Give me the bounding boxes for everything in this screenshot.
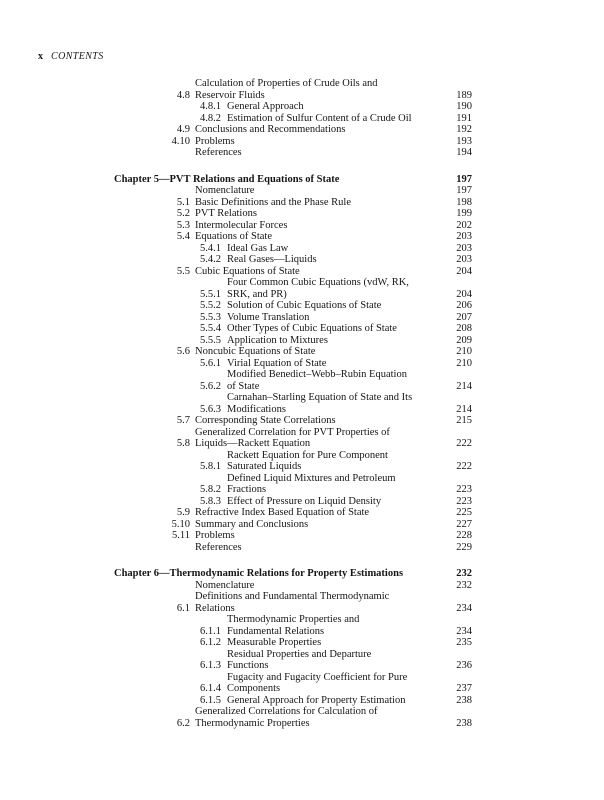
toc-entry: [0, 568, 472, 580]
toc-entry: [0, 649, 472, 672]
entry-title-line: Summary and Conclusions: [195, 518, 309, 530]
toc-entry: [0, 591, 472, 614]
chapter-4-continued: [0, 78, 472, 159]
entry-title: [227, 450, 448, 473]
toc-entry: [0, 312, 472, 324]
entry-title-line: Chapter 5—PVT Relations and Equations of State: [114, 173, 340, 185]
toc-entry: [0, 706, 472, 729]
toc-entry: [0, 323, 472, 335]
entry-title-line: Refractive Index Based Equation of State: [195, 507, 370, 518]
entry-title: [227, 323, 448, 335]
toc-entry: [0, 519, 472, 531]
entry-title-line: PVT Relations: [195, 208, 257, 219]
entry-title-line: Modifications: [227, 403, 286, 415]
entry-page-number: 214: [456, 380, 472, 392]
entry-number: 5.8.3: [200, 495, 221, 507]
entry-title-line: Fractions: [227, 484, 267, 495]
entry-title: [227, 649, 448, 672]
toc-entry: [0, 369, 472, 392]
entry-title-line: Solution of Cubic Equations of State: [227, 300, 382, 311]
entry-page-number: 203: [456, 231, 472, 242]
toc-entry: [0, 78, 472, 101]
entry-title-line: Nomenclature: [195, 185, 255, 196]
entry-number: 4.8.1: [200, 101, 221, 112]
entry-title: [195, 197, 448, 209]
entry-page-number: 237: [456, 683, 472, 694]
entry-title-line: Conclusions and Recommendations: [195, 124, 346, 135]
entry-title-line: Basic Definitions and the Phase Rule: [195, 196, 352, 208]
entry-number: 5.6.2: [200, 380, 221, 392]
entry-title-line: Definitions and Fundamental Thermodynamic: [195, 591, 390, 602]
entry-title: [227, 473, 448, 496]
entry-number: 5.6.1: [200, 357, 221, 369]
entry-page-number: 204: [456, 265, 472, 277]
toc-entry: [0, 450, 472, 473]
entry-title-line: Functions: [227, 660, 269, 671]
toc-entry: [0, 496, 472, 508]
toc-entry: [0, 507, 472, 519]
entry-title-line: Ideal Gas Law: [227, 242, 289, 254]
toc-entry: [0, 542, 472, 554]
entry-title: [195, 580, 448, 592]
entry-number: 5.5: [176, 265, 190, 277]
entry-title-line: Measurable Properties: [227, 637, 322, 648]
entry-title-line: Real Gases—Liquids: [227, 254, 317, 265]
entry-title-line: Equations of State: [195, 231, 272, 242]
entry-title-line: Virial Equation of State: [227, 357, 327, 369]
toc-entry: [0, 637, 472, 649]
entry-number: 5.9: [176, 507, 190, 518]
entry-title-line: Fugacity and Fugacity Coefficient for Pure: [227, 671, 408, 683]
toc-entry: [0, 243, 472, 255]
entry-title: [195, 706, 448, 729]
toc-entry: [0, 415, 472, 427]
entry-title: [195, 124, 448, 136]
chapter-6: [0, 568, 472, 729]
entry-page-number: 214: [456, 403, 472, 415]
entry-title-line: Generalized Correlations for Calculation of: [195, 706, 378, 717]
entry-title: [227, 369, 448, 392]
entry-title-line: References: [195, 541, 242, 553]
entry-title-line: Application to Mixtures: [227, 334, 328, 346]
entry-number: 5.8: [176, 438, 190, 449]
entry-title: [195, 147, 448, 159]
entry-number: 5.6: [176, 346, 190, 357]
entry-number: 5.1: [176, 196, 190, 208]
toc-entry: [0, 101, 472, 113]
entry-number: 5.4: [176, 231, 190, 242]
entry-page-number: 227: [456, 518, 472, 530]
entry-number: 5.5.2: [200, 300, 221, 311]
toc-entry: [0, 277, 472, 300]
entry-page-number: 235: [456, 637, 472, 648]
entry-title-line: Other Types of Cubic Equations of State: [227, 323, 397, 334]
entry-number: 5.8.2: [200, 484, 221, 495]
entry-page-number: 190: [456, 101, 472, 112]
entry-page-number: 204: [456, 288, 472, 300]
entry-page-number: 210: [456, 357, 472, 369]
toc-entry: [0, 358, 472, 370]
entry-title-line: Defined Liquid Mixtures and Petroleum: [227, 472, 396, 484]
entry-title-line: Cubic Equations of State: [195, 265, 300, 277]
entry-title: [227, 672, 448, 695]
entry-title-line: Corresponding State Correlations: [195, 415, 336, 426]
entry-title: [195, 346, 448, 358]
toc-entry: [0, 231, 472, 243]
entry-title-line: Components: [227, 683, 281, 694]
header-title: CONTENTS: [51, 51, 104, 62]
entry-title: [195, 507, 448, 519]
entry-page-number: 210: [456, 346, 472, 357]
entry-page-number: 228: [456, 530, 472, 541]
entry-title: [195, 427, 448, 450]
entry-title: [195, 530, 448, 542]
entry-page-number: 192: [456, 124, 472, 135]
entry-page-number: 193: [456, 135, 472, 147]
toc-entry: [0, 197, 472, 209]
entry-title-line: Intermolecular Forces: [195, 219, 288, 231]
entry-title-line: Fundamental Relations: [227, 625, 325, 637]
entry-page-number: 238: [456, 694, 472, 706]
entry-number: 6.1: [176, 602, 190, 614]
entry-page-number: 232: [456, 579, 472, 591]
toc-entry: [0, 300, 472, 312]
entry-title: [195, 185, 448, 197]
entry-title-line: Noncubic Equations of State: [195, 346, 316, 357]
entry-number: 6.1.4: [200, 683, 221, 694]
toc-entry: [0, 124, 472, 136]
entry-title: [195, 78, 448, 101]
entry-page-number: 202: [456, 219, 472, 231]
entry-page-number: 197: [456, 185, 472, 196]
entry-number: 5.5.5: [200, 334, 221, 346]
entry-title: [227, 358, 448, 370]
entry-title: [227, 312, 448, 324]
entry-title: [195, 542, 448, 554]
entry-page-number: 232: [456, 568, 472, 579]
entry-number: 5.11: [172, 530, 190, 541]
toc-entry: [0, 614, 472, 637]
entry-title-line: Nomenclature: [195, 579, 255, 591]
toc-entry: [0, 473, 472, 496]
entry-number: 4.9: [176, 124, 190, 135]
entry-title-line: Thermodynamic Properties: [195, 717, 310, 729]
entry-number: 5.3: [176, 219, 190, 231]
entry-title-line: Carnahan–Starling Equation of State and Its: [227, 392, 413, 403]
running-header: [38, 51, 104, 62]
toc-entry: [0, 530, 472, 542]
entry-title: [227, 243, 448, 255]
entry-title-line: Volume Translation: [227, 311, 310, 323]
entry-title-line: of State: [227, 380, 260, 392]
entry-title: [227, 695, 448, 707]
toc-entry: [0, 147, 472, 159]
toc-entry: [0, 113, 472, 125]
entry-page-number: 229: [456, 541, 472, 553]
entry-title-line: General Approach for Property Estimation: [227, 694, 406, 706]
toc-entry: [0, 254, 472, 266]
entry-title-line: SRK, and PR): [227, 288, 287, 300]
entry-number: 4.10: [171, 135, 190, 147]
entry-page-number: 206: [456, 300, 472, 311]
entry-title-line: Estimation of Sulfur Content of a Crude Oil: [227, 112, 412, 124]
entry-number: 4.8: [176, 89, 190, 101]
toc-list: [0, 78, 472, 729]
entry-number: 5.2: [176, 208, 190, 219]
entry-title: [227, 101, 448, 113]
entry-page-number: 234: [456, 625, 472, 637]
entry-title-line: Residual Properties and Departure: [227, 648, 372, 660]
entry-title: [114, 174, 448, 186]
entry-title: [227, 277, 448, 300]
toc-entry: [0, 220, 472, 232]
entry-page-number: 194: [456, 147, 472, 158]
toc-entry: [0, 580, 472, 592]
chapter-5: [0, 174, 472, 554]
page-number-roman: x: [38, 51, 43, 62]
toc-entry: [0, 335, 472, 347]
entry-title-line: Reservoir Fluids: [195, 89, 265, 101]
entry-title: [227, 300, 448, 312]
entry-title: [227, 392, 448, 415]
entry-number: 5.5.4: [200, 323, 221, 334]
entry-page-number: 207: [456, 311, 472, 323]
entry-page-number: 198: [456, 196, 472, 208]
entry-title: [195, 208, 448, 220]
entry-page-number: 189: [456, 89, 472, 101]
entry-page-number: 222: [456, 461, 472, 472]
entry-number: 6.2: [176, 717, 190, 729]
toc-entry: [0, 672, 472, 695]
entry-page-number: 208: [456, 323, 472, 334]
entry-title-line: Effect of Pressure on Liquid Density: [227, 495, 382, 507]
entry-number: 6.1.3: [200, 660, 221, 671]
entry-title: [227, 496, 448, 508]
entry-page-number: 197: [456, 173, 472, 185]
entry-number: 5.5.1: [200, 288, 221, 300]
toc-entry: [0, 346, 472, 358]
entry-number: 5.4.2: [200, 254, 221, 265]
entry-title: [227, 113, 448, 125]
toc-entry: [0, 695, 472, 707]
entry-title-line: Four Common Cubic Equations (vdW, RK,: [227, 277, 409, 288]
entry-page-number: 234: [456, 602, 472, 614]
entry-number: 5.5.3: [200, 311, 221, 323]
toc-entry: [0, 392, 472, 415]
entry-number: 5.4.1: [200, 242, 221, 254]
entry-number: 5.10: [171, 518, 190, 530]
entry-page-number: 191: [456, 112, 472, 124]
entry-title: [195, 136, 448, 148]
entry-title-line: Problems: [195, 135, 235, 147]
entry-title: [227, 254, 448, 266]
entry-page-number: 222: [456, 438, 472, 449]
entry-page-number: 225: [456, 507, 472, 518]
toc-entry: [0, 427, 472, 450]
entry-page-number: 209: [456, 334, 472, 346]
entry-title: [195, 220, 448, 232]
entry-title-line: Generalized Correlation for PVT Properties of: [195, 426, 390, 438]
entry-page-number: 203: [456, 254, 472, 265]
entry-title: [195, 591, 448, 614]
entry-number: 4.8.2: [200, 112, 221, 124]
entry-title-line: Saturated Liquids: [227, 461, 302, 472]
entry-page-number: 203: [456, 242, 472, 254]
entry-title: [227, 335, 448, 347]
toc-entry: [0, 185, 472, 197]
entry-title-line: Problems: [195, 530, 235, 541]
entry-title-line: Relations: [195, 602, 235, 614]
entry-title-line: References: [195, 147, 242, 158]
entry-title: [195, 231, 448, 243]
entry-page-number: 223: [456, 484, 472, 495]
entry-page-number: 223: [456, 495, 472, 507]
entry-page-number: 238: [456, 717, 472, 729]
entry-page-number: 236: [456, 660, 472, 671]
entry-number: 6.1.2: [200, 637, 221, 648]
entry-title-line: Calculation of Properties of Crude Oils and: [195, 78, 378, 89]
toc-entry: [0, 136, 472, 148]
entry-number: 6.1.5: [200, 694, 221, 706]
entry-title-line: Rackett Equation for Pure Component: [227, 449, 388, 461]
entry-title: [227, 614, 448, 637]
entry-title-line: Modified Benedict–Webb–Rubin Equation: [227, 369, 407, 380]
entry-page-number: 215: [456, 415, 472, 426]
entry-title: [227, 637, 448, 649]
entry-title: [195, 266, 448, 278]
entry-title: [114, 568, 448, 580]
entry-number: 6.1.1: [200, 625, 221, 637]
entry-page-number: 199: [456, 208, 472, 219]
toc-entry: [0, 208, 472, 220]
entry-title-line: Chapter 6—Thermodynamic Relations for Property Estimations: [114, 568, 404, 579]
entry-title: [195, 519, 448, 531]
toc-entry: [0, 266, 472, 278]
entry-number: 5.8.1: [200, 461, 221, 472]
entry-number: 5.7: [176, 415, 190, 426]
entry-number: 5.6.3: [200, 403, 221, 415]
entry-title-line: Liquids—Rackett Equation: [195, 438, 311, 449]
toc-entry: [0, 174, 472, 186]
entry-title: [195, 415, 448, 427]
entry-title-line: Thermodynamic Properties and: [227, 614, 360, 625]
entry-title-line: General Approach: [227, 101, 304, 112]
